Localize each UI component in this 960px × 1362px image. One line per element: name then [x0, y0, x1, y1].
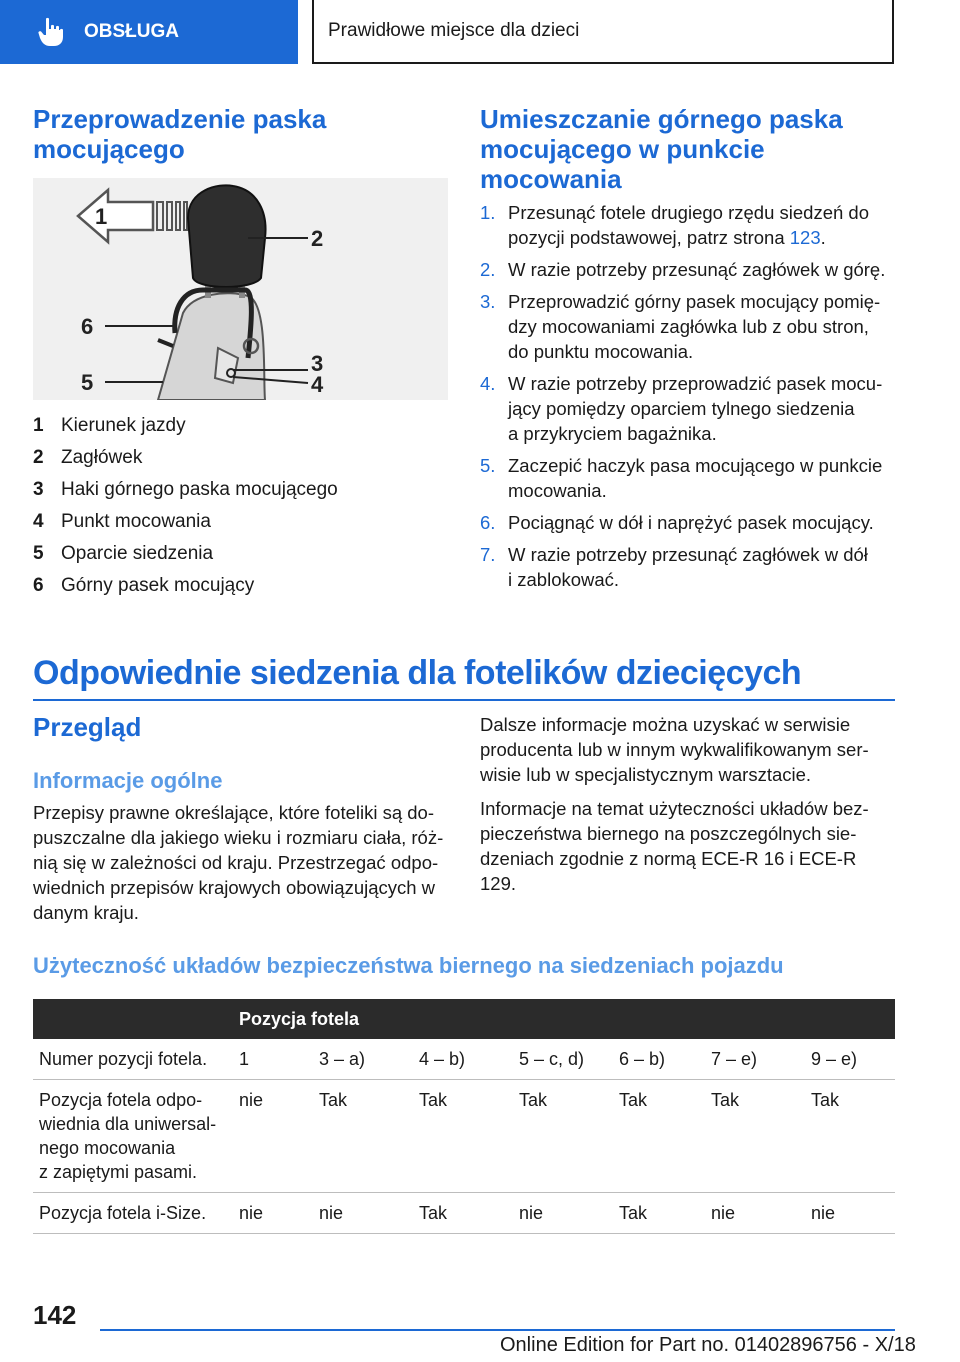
footer-divider — [100, 1329, 895, 1331]
left-section-title: Przeprowadzenie paska mocującego — [33, 104, 327, 164]
table-title: Użyteczność układów bezpieczeństwa biernego na siedzeniach pojazdu — [33, 953, 784, 978]
table-row: Pozycja fotela odpo- wiednia dla uniwersal- nego mocowania z zapiętymi pasami. nie Tak Tak Tak Tak Tak Tak — [33, 1080, 895, 1193]
table-header-row — [33, 999, 895, 1039]
instruction-steps — [480, 200, 900, 599]
headrest-figure — [33, 178, 448, 400]
figure-label-3: 3 — [311, 351, 324, 376]
figure-label-2: 2 — [311, 226, 324, 251]
legend-item: 1 Kierunek jazdy — [33, 415, 186, 436]
table-header: Pozycja fotela — [233, 999, 895, 1039]
legend-item: 6 Górny pasek mocujący — [33, 575, 255, 596]
page-title: Prawidłowe miejsce dla dzieci — [328, 20, 580, 41]
page-link[interactable]: 123 — [789, 227, 821, 248]
service-info-text: Dalsze informacje można uzyskać w serwisie producenta lub w innym wykwalifikowanym ser- wisie lub w specjalistycznym warsztacie. — [480, 714, 869, 785]
overview-title: Przegląd — [33, 712, 142, 742]
step-item: 1. Przesunąć fotele drugiego rzędu siedzeń do pozycji podstawowej, patrz strona 123. — [480, 202, 869, 248]
general-info-title: Informacje ogólne — [33, 768, 223, 793]
section-label: OBSŁUGA — [84, 21, 179, 42]
main-title: Odpowiednie siedzenia dla fotelików dziecięcych — [33, 654, 895, 701]
page-number: 142 — [33, 1300, 77, 1330]
section-tab[interactable] — [0, 0, 298, 64]
figure-legend — [33, 410, 453, 602]
figure-label-1: 1 — [95, 204, 108, 229]
legend-item: 2 Zagłówek — [33, 447, 143, 468]
general-info-text: Przepisy prawne określające, które foteliki są do- puszczalne dla jakiego wieku i rozmiaru ciała, róż- nią się w zależności od kraju. Przestrzegać odpo- wiednich przepisów krajowych obowiązujących w danym kraju. — [33, 802, 444, 923]
figure-label-6: 6 — [81, 314, 94, 339]
table-row: Numer pozycji fotela. 1 3 – a) 4 – b) 5 – c, d) 6 – b) 7 – e) 9 – e) — [33, 1039, 895, 1080]
page-header — [312, 0, 894, 64]
seat-usability-table — [33, 999, 895, 1234]
step-item: 6. Pociągnąć w dół i naprężyć pasek mocujący. — [480, 512, 874, 533]
norm-info-text: Informacje na temat użyteczności układów bez- pieczeństwa biernego na poszczególnych sie- dzeniach zgodnie z normą ECE-R 16 i ECE-R 129. — [480, 798, 869, 894]
step-item: 3. Przeprowadzić górny pasek mocujący pomię- dzy mocowaniami zagłówka lub z obu stron, do punktu mocowania. — [480, 291, 881, 362]
right-section-title: Umieszczanie górnego paska mocującego w punkcie mocowania — [480, 104, 843, 194]
step-item: 2. W razie potrzeby przesunąć zagłówek w górę. — [480, 259, 886, 280]
legend-item: 3 Haki górnego paska mocującego — [33, 479, 338, 500]
step-item: 5. Zaczepić haczyk pasa mocującego w punkcie mocowania. — [480, 455, 883, 501]
legend-item: 4 Punkt mocowania — [33, 511, 211, 532]
headrest-illustration — [33, 178, 448, 400]
step-item: 4. W razie potrzeby przeprowadzić pasek mocu- jący pomiędzy oparciem tylnego siedzenia a przykryciem bagażnika. — [480, 373, 883, 444]
table-row: Pozycja fotela i-Size. nie nie Tak nie Tak nie nie — [33, 1193, 895, 1234]
figure-label-5: 5 — [81, 370, 94, 395]
legend-item: 5 Oparcie siedzenia — [33, 543, 214, 564]
direction-arrow-icon — [78, 190, 153, 242]
edition-text: Online Edition for Part no. 01402896756 - X/18 — [500, 1334, 916, 1356]
figure-label-4: 4 — [311, 372, 324, 397]
hand-icon — [38, 17, 64, 47]
step-item: 7. W razie potrzeby przesunąć zagłówek w dół i zablokować. — [480, 544, 868, 590]
